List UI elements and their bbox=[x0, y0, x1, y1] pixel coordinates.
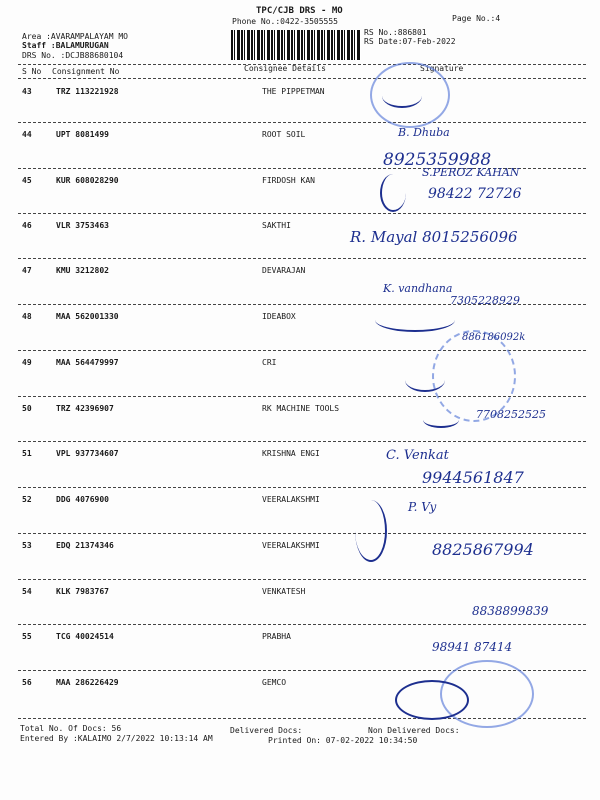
handwritten-phone: 7305228929 bbox=[450, 294, 520, 307]
handwritten-phone: 8825867994 bbox=[432, 540, 534, 559]
row-consignee: FIRDOSH KAN bbox=[262, 176, 315, 185]
printed-on: Printed On: 07-02-2022 10:34:50 bbox=[268, 736, 418, 745]
signature-scrawl bbox=[375, 308, 455, 332]
handwritten-phone: 8838899839 bbox=[472, 604, 549, 618]
row-consignee: RK MACHINE TOOLS bbox=[262, 404, 340, 413]
signature-scrawl bbox=[382, 84, 422, 108]
area-label: Area :AVARAMPALAYAM MO bbox=[22, 32, 128, 41]
handwritten-phone: 98941 87414 bbox=[432, 640, 513, 654]
phone-number: Phone No.:0422-3505555 bbox=[232, 17, 338, 26]
row-divider bbox=[18, 122, 586, 123]
row-sno: 51 bbox=[22, 449, 32, 458]
handwritten-phone: 9944561847 bbox=[422, 468, 524, 487]
row-divider bbox=[18, 487, 586, 488]
row-divider bbox=[18, 213, 586, 214]
row-consignment: KUR 608028290 bbox=[56, 176, 119, 185]
row-consignment: TRZ 113221928 bbox=[56, 87, 119, 96]
row-divider bbox=[18, 624, 586, 625]
row-consignee: ROOT SOIL bbox=[262, 130, 306, 139]
handwritten-phone: 886186092k bbox=[462, 332, 526, 343]
row-sno: 43 bbox=[22, 87, 32, 96]
signature-scrawl bbox=[355, 500, 387, 562]
row-consignee: IDEABOX bbox=[262, 312, 296, 321]
table-row bbox=[0, 125, 600, 169]
signature-scrawl bbox=[380, 174, 406, 212]
col-sno: S No bbox=[22, 67, 42, 76]
divider bbox=[18, 78, 586, 79]
row-consignee: THE PIPPETMAN bbox=[262, 87, 325, 96]
handwritten-phone: 7708252525 bbox=[476, 408, 546, 421]
row-consignment: VLR 3753463 bbox=[56, 221, 109, 230]
row-sno: 48 bbox=[22, 312, 32, 321]
row-sno: 44 bbox=[22, 130, 32, 139]
row-consignee: VENKATESH bbox=[262, 587, 306, 596]
total-docs: Total No. Of Docs: 56 bbox=[20, 724, 122, 733]
handwritten-signature: P. Vy bbox=[408, 500, 437, 514]
row-consignee: KRISHNA ENGI bbox=[262, 449, 320, 458]
row-sno: 55 bbox=[22, 632, 32, 641]
row-sno: 47 bbox=[22, 266, 32, 275]
rs-number: RS No.:886801 bbox=[364, 28, 427, 37]
row-divider bbox=[18, 258, 586, 259]
row-sno: 52 bbox=[22, 495, 32, 504]
row-consignee: VEERALAKSHMI bbox=[262, 541, 320, 550]
handwritten-name: K. vandhana bbox=[383, 282, 453, 295]
col-signature: Signature bbox=[420, 64, 464, 73]
drs-number: DRS No. :DCJB88680104 bbox=[22, 51, 124, 60]
table-row bbox=[0, 82, 600, 126]
row-consignee: SAKTHI bbox=[262, 221, 291, 230]
row-sno: 50 bbox=[22, 404, 32, 413]
row-sno: 46 bbox=[22, 221, 32, 230]
signature-scrawl bbox=[423, 412, 459, 428]
page-number: Page No.:4 bbox=[452, 14, 501, 23]
handwritten-signature: R. Mayal 8015256096 bbox=[350, 228, 518, 246]
handwritten-phone: 8925359988 bbox=[383, 150, 492, 170]
row-consignee: PRABHA bbox=[262, 632, 291, 641]
row-consignee: DEVARAJAN bbox=[262, 266, 306, 275]
handwritten-name: S.PEROZ KAHAN bbox=[422, 166, 520, 179]
row-sno: 53 bbox=[22, 541, 32, 550]
col-consignment: Consignment No bbox=[52, 67, 120, 76]
row-sno: 54 bbox=[22, 587, 32, 596]
row-consignment: MAA 562001330 bbox=[56, 312, 119, 321]
row-divider bbox=[18, 533, 586, 534]
row-consignment: TRZ 42396907 bbox=[56, 404, 114, 413]
doc-title: TPC/CJB DRS - MO bbox=[256, 6, 343, 16]
table-row bbox=[0, 399, 600, 443]
col-consignee: Consignee Details bbox=[244, 64, 326, 73]
staff-label: Staff :BALAMURUGAN bbox=[22, 41, 109, 50]
row-consignment: EDQ 21374346 bbox=[56, 541, 114, 550]
row-sno: 49 bbox=[22, 358, 32, 367]
row-consignment: KLK 7983767 bbox=[56, 587, 109, 596]
non-delivered-docs: Non Delivered Docs: bbox=[368, 726, 460, 735]
row-consignment: KMU 3212802 bbox=[56, 266, 109, 275]
signature-scrawl bbox=[395, 680, 469, 720]
delivered-docs: Delivered Docs: bbox=[230, 726, 303, 735]
handwritten-name: C. Venkat bbox=[386, 448, 449, 463]
row-consignee: CRI bbox=[262, 358, 277, 367]
handwritten-name: B. Dhuba bbox=[398, 126, 450, 139]
row-sno: 45 bbox=[22, 176, 32, 185]
row-consignment: MAA 286226429 bbox=[56, 678, 119, 687]
row-divider bbox=[18, 441, 586, 442]
handwritten-phone: 98422 72726 bbox=[428, 186, 522, 202]
row-consignment: MAA 564479997 bbox=[56, 358, 119, 367]
barcode-image bbox=[231, 30, 361, 60]
row-consignment: VPL 937734607 bbox=[56, 449, 119, 458]
row-consignment: TCG 40024514 bbox=[56, 632, 114, 641]
entered-by: Entered By :KALAIMO 2/7/2022 10:13:14 AM bbox=[20, 734, 213, 743]
table-row bbox=[0, 307, 600, 351]
row-sno: 56 bbox=[22, 678, 32, 687]
signature-scrawl bbox=[405, 368, 445, 392]
table-row bbox=[0, 490, 600, 534]
rs-date: RS Date:07-Feb-2022 bbox=[364, 37, 456, 46]
row-divider bbox=[18, 579, 586, 580]
row-consignment: UPT 8081499 bbox=[56, 130, 109, 139]
row-consignee: GEMCO bbox=[262, 678, 287, 687]
row-consignment: DDG 4076900 bbox=[56, 495, 109, 504]
row-consignee: VEERALAKSHMI bbox=[262, 495, 320, 504]
